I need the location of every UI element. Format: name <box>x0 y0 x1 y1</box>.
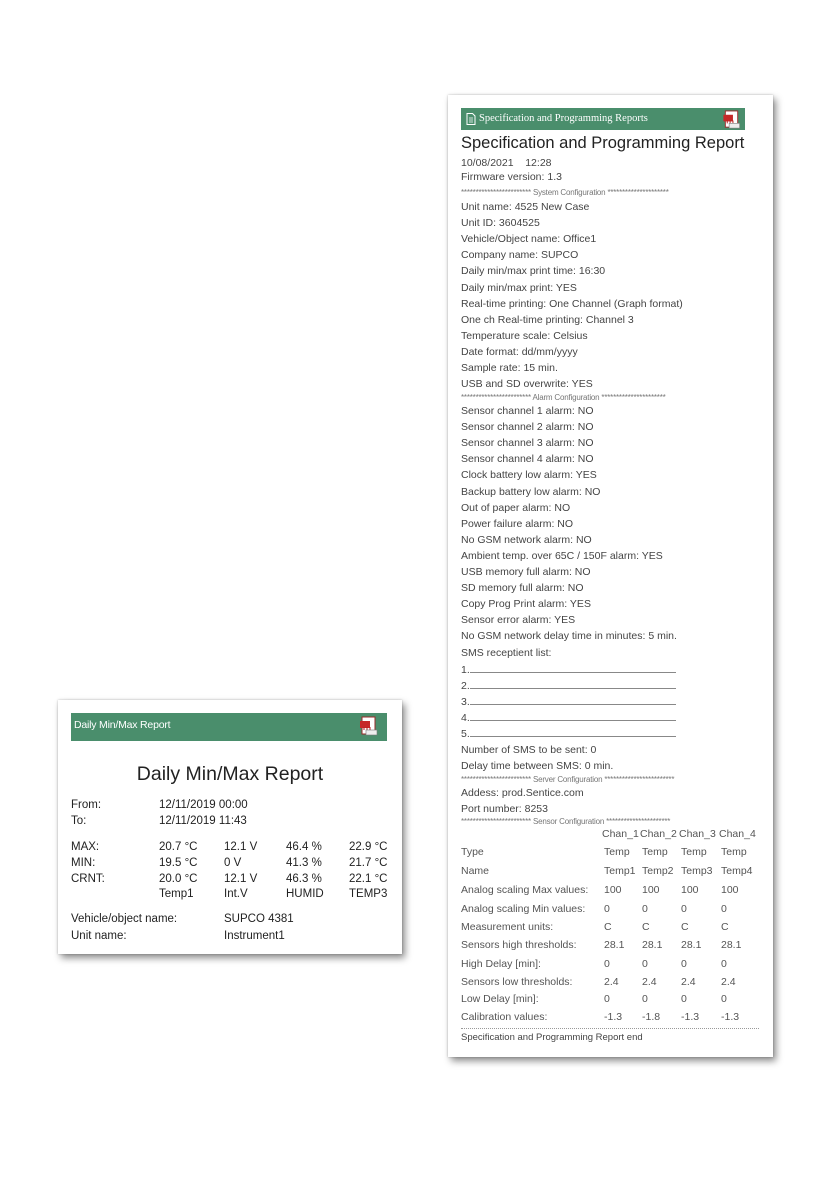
alarm-config-line: Sensor channel 2 alarm: NO <box>461 421 594 434</box>
sensor-row-label: Analog scaling Max values: <box>461 884 589 896</box>
pdf-icon[interactable] <box>722 110 742 135</box>
system-config-line: Sample rate: 15 min. <box>461 362 558 374</box>
system-config-line: Company name: SUPCO <box>461 249 579 262</box>
daily-value-cell: 12.1 V <box>224 873 258 885</box>
sensor-channel-header: Chan_2 <box>640 828 677 840</box>
from-value: 12/11/2019 00:00 <box>159 799 248 811</box>
sensor-value-cell: 0 <box>681 903 687 915</box>
daily-row-label: MAX: <box>71 841 100 853</box>
sensor-value-cell: 0 <box>721 903 727 915</box>
sms-recipient-slot <box>461 727 676 740</box>
alarm-config-line: No GSM network delay time in minutes: 5 min. <box>461 630 677 643</box>
sensor-value-cell: C <box>681 921 689 933</box>
sensor-value-cell: Temp <box>604 846 630 858</box>
alarm-config-separator: ************************ Alarm Configuration ********************** <box>461 393 666 402</box>
system-config-line: Daily min/max print time: 16:30 <box>461 265 606 278</box>
server-port: Port number: 8253 <box>461 803 548 815</box>
sensor-value-cell: 28.1 <box>681 939 702 951</box>
sms-recipient-slot <box>461 711 676 724</box>
sensor-value-cell: 100 <box>604 884 622 896</box>
daily-value-cell: 22.9 °C <box>349 841 388 853</box>
sms-delay: Delay time between SMS: 0 min. <box>461 760 614 772</box>
sms-slot-blank-line <box>470 695 676 705</box>
sensor-value-cell: C <box>642 921 650 933</box>
sms-recipient-slot <box>461 695 676 708</box>
alarm-config-line: Sensor channel 4 alarm: NO <box>461 453 594 466</box>
alarm-config-line: Sensor channel 1 alarm: NO <box>461 405 594 417</box>
sensor-value-cell: Temp2 <box>642 865 674 877</box>
server-config-separator: ************************ Server Configuration ************************ <box>461 775 675 784</box>
daily-header-title: Daily Min/Max Report <box>74 719 171 731</box>
spec-report-header-bar <box>461 108 745 130</box>
system-config-line: Unit name: 4525 New Case <box>461 201 590 213</box>
sensor-row-label: Analog scaling Min values: <box>461 903 586 915</box>
sms-slot-blank-line <box>470 663 676 673</box>
sms-recipient-slot <box>461 679 676 692</box>
system-config-line: Vehicle/Object name: Office1 <box>461 233 597 246</box>
daily-value-cell: 46.3 % <box>286 873 322 885</box>
sensor-value-cell: 100 <box>642 884 660 896</box>
daily-channel-label: Int.V <box>224 888 248 900</box>
sensor-value-cell: 100 <box>681 884 699 896</box>
sms-slot-number: 3. <box>461 696 470 708</box>
sensor-value-cell: 0 <box>642 958 648 970</box>
daily-channel-label: Temp1 <box>159 888 194 900</box>
daily-row-label: CRNT: <box>71 873 105 885</box>
sensor-value-cell: 0 <box>604 993 610 1005</box>
sms-recipient-slot <box>461 663 676 676</box>
daily-value-cell: 12.1 V <box>224 841 258 853</box>
daily-value-cell: 19.5 °C <box>159 857 198 869</box>
sensor-value-cell: Temp3 <box>681 865 713 877</box>
system-config-line: Real-time printing: One Channel (Graph format) <box>461 297 683 310</box>
sensor-value-cell: 0 <box>642 993 648 1005</box>
spec-report-title: Specification and Programming Report <box>461 134 745 152</box>
sensor-value-cell: Temp <box>721 846 747 858</box>
firmware-version: Firmware version: 1.3 <box>461 171 562 183</box>
sensor-value-cell: -1.3 <box>681 1011 700 1023</box>
vehicle-value: SUPCO 4381 <box>224 913 294 925</box>
sensor-value-cell: C <box>721 921 729 933</box>
system-config-line: Temperature scale: Celsius <box>461 329 588 342</box>
sensor-value-cell: Temp1 <box>604 865 636 877</box>
system-config-line: Date format: dd/mm/yyyy <box>461 345 578 358</box>
daily-value-cell: 21.7 °C <box>349 857 388 869</box>
system-config-line: USB and SD overwrite: YES <box>461 378 593 391</box>
alarm-config-line: Copy Prog Print alarm: YES <box>461 598 591 611</box>
sensor-value-cell: 2.4 <box>681 976 696 988</box>
alarm-config-line: SMS receptient list: <box>461 646 552 659</box>
sensor-value-cell: C <box>604 921 612 933</box>
daily-value-cell: 20.7 °C <box>159 841 198 853</box>
report-end-divider <box>461 1028 759 1029</box>
sensor-value-cell: -1.8 <box>642 1011 661 1023</box>
sms-slot-number: 2. <box>461 680 470 692</box>
daily-value-cell: 46.4 % <box>286 841 322 853</box>
sensor-value-cell: 0 <box>642 903 648 915</box>
sensor-value-cell: 28.1 <box>721 939 742 951</box>
sms-slot-number: 5. <box>461 728 470 740</box>
sensor-value-cell: 0 <box>681 958 687 970</box>
sensor-row-label: Sensors low thresholds: <box>461 976 573 988</box>
report-datetime: 10/08/2021 12:28 <box>461 157 552 169</box>
daily-report-header-bar <box>71 713 387 741</box>
sensor-value-cell: 0 <box>604 958 610 970</box>
system-config-line: One ch Real-time printing: Channel 3 <box>461 313 634 326</box>
daily-report-card <box>58 700 402 954</box>
sms-count: Number of SMS to be sent: 0 <box>461 744 597 756</box>
alarm-config-line: Sensor channel 3 alarm: NO <box>461 437 594 450</box>
sensor-value-cell: 2.4 <box>721 976 736 988</box>
daily-channel-label: HUMID <box>286 888 324 900</box>
sensor-row-label: Type <box>461 846 484 858</box>
sensor-row-label: Calibration values: <box>461 1011 548 1023</box>
sensor-row-label: Sensors high thresholds: <box>461 939 577 951</box>
daily-channel-label: TEMP3 <box>349 888 388 900</box>
sensor-value-cell: -1.3 <box>604 1011 623 1023</box>
sensor-value-cell: 0 <box>721 993 727 1005</box>
to-value: 12/11/2019 11:43 <box>159 815 247 827</box>
sensor-row-label: Name <box>461 865 490 877</box>
alarm-config-line: Power failure alarm: NO <box>461 517 574 530</box>
sensor-value-cell: 28.1 <box>604 939 625 951</box>
daily-value-cell: 20.0 °C <box>159 873 198 885</box>
sms-slot-blank-line <box>470 711 676 721</box>
from-label: From: <box>71 799 102 811</box>
sms-slot-blank-line <box>470 679 676 689</box>
alarm-config-line: Sensor error alarm: YES <box>461 614 576 627</box>
alarm-config-line: Out of paper alarm: NO <box>461 501 571 514</box>
sensor-value-cell: 0 <box>681 993 687 1005</box>
sensor-config-separator: ************************ Sensor Configuration ********************** <box>461 817 671 826</box>
sensor-row-label: Low Delay [min]: <box>461 993 539 1005</box>
sensor-value-cell: 28.1 <box>642 939 663 951</box>
sensor-row-label: Measurement units: <box>461 921 554 933</box>
unit-value: Instrument1 <box>224 930 285 942</box>
sensor-channel-header: Chan_4 <box>719 828 756 840</box>
to-label: To: <box>71 815 87 827</box>
alarm-config-line: SD memory full alarm: NO <box>461 582 584 595</box>
sensor-value-cell: 0 <box>721 958 727 970</box>
alarm-config-line: USB memory full alarm: NO <box>461 566 591 578</box>
sensor-value-cell: -1.3 <box>721 1011 740 1023</box>
alarm-config-line: Ambient temp. over 65C / 150F alarm: YES <box>461 549 663 562</box>
pdf-icon[interactable] <box>359 716 379 742</box>
daily-row-label: MIN: <box>71 857 96 869</box>
document-icon <box>466 112 476 130</box>
alarm-config-line: No GSM network alarm: NO <box>461 533 592 546</box>
sensor-channel-header: Chan_3 <box>679 828 716 840</box>
sms-slot-number: 1. <box>461 664 470 676</box>
sensor-value-cell: 2.4 <box>604 976 619 988</box>
sensor-value-cell: 2.4 <box>642 976 657 988</box>
sensor-value-cell: 100 <box>721 884 739 896</box>
sensor-value-cell: Temp4 <box>721 865 753 877</box>
unit-label: Unit name: <box>71 930 127 942</box>
daily-report-title: Daily Min/Max Report <box>136 763 324 785</box>
sensor-row-label: High Delay [min]: <box>461 958 541 970</box>
system-config-separator: ************************ System Configuration ********************* <box>461 188 669 197</box>
sensor-value-cell: Temp <box>642 846 668 858</box>
daily-value-cell: 22.1 °C <box>349 873 388 885</box>
sensor-value-cell: 0 <box>604 903 610 915</box>
system-config-line: Daily min/max print: YES <box>461 281 577 294</box>
daily-value-cell: 0 V <box>224 857 242 869</box>
daily-value-cell: 41.3 % <box>286 857 322 869</box>
vehicle-label: Vehicle/object name: <box>71 913 178 925</box>
spec-report-card <box>448 95 773 1057</box>
sms-slot-number: 4. <box>461 712 470 724</box>
sensor-channel-header: Chan_1 <box>602 828 639 840</box>
system-config-line: Unit ID: 3604525 <box>461 217 540 230</box>
sensor-value-cell: Temp <box>681 846 707 858</box>
alarm-config-line: Backup battery low alarm: NO <box>461 485 601 498</box>
report-end-text: Specification and Programming Report end <box>461 1032 643 1043</box>
spec-header-title: Specification and Programming Reports <box>479 113 648 124</box>
alarm-config-line: Clock battery low alarm: YES <box>461 469 597 482</box>
server-address: Addess: prod.Sentice.com <box>461 787 584 799</box>
sms-slot-blank-line <box>470 727 676 737</box>
